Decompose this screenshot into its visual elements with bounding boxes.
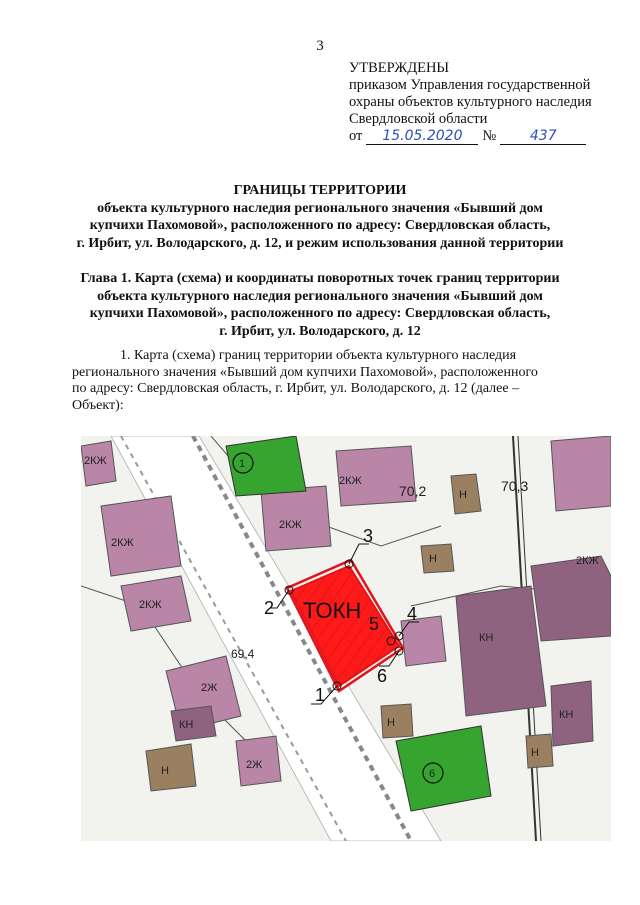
turning-point-label: 2 [264, 598, 275, 618]
turning-point-label: 5 [369, 614, 380, 634]
building-label: 2Ж [246, 759, 263, 771]
building-label: 2КЖ [576, 555, 599, 567]
heading-line: купчихи Пахомовой», расположенного по адресу: Свердловская область, [89, 306, 551, 321]
building-nonresidential [146, 744, 196, 791]
building-label: Н [429, 553, 437, 565]
building-green [226, 436, 306, 496]
territory-heading [40, 182, 600, 252]
object-label: ТОКН [303, 598, 362, 623]
chapter-heading [40, 270, 600, 340]
heading-line: г. Ирбит, ул. Володарского, д. 12 [219, 323, 421, 339]
paragraph-line: по адресу: Свердловская область, г. Ирбит, ул. Володарского, д. 12 (далее – [72, 381, 520, 396]
approval-line: приказом Управления государственной [349, 77, 591, 93]
heading-line: объекта культурного наследия регионального значения «Бывший дом [97, 288, 543, 304]
approval-line: охраны объектов культурного наследия [349, 94, 592, 110]
building-label: КН [179, 719, 194, 731]
building-label: КН [559, 709, 574, 721]
building-nonresidential [421, 544, 454, 573]
elevation-label: 70,3 [501, 478, 529, 494]
building-label: 2Ж [201, 682, 218, 694]
approval-block [349, 60, 619, 145]
building-label: КН [479, 632, 494, 644]
building-residential [456, 586, 546, 716]
building-label: 2КЖ [139, 599, 162, 611]
from-label: от [349, 128, 363, 144]
building-label: Н [459, 489, 467, 501]
green-marker-label: 1 [239, 458, 246, 470]
building-residential [531, 556, 611, 641]
page-number: 3 [316, 38, 324, 54]
approval-line: Свердловской области [349, 111, 488, 127]
turning-point-label: 6 [377, 666, 388, 686]
building-label: Н [161, 765, 169, 777]
approval-date-number [349, 128, 619, 145]
heading-line: Глава 1. Карта (схема) и координаты поворотных точек границ территории [80, 271, 560, 286]
building-residential [551, 436, 611, 511]
heading-line: г. Ирбит, ул. Володарского, д. 12, и режим использования данной территории [76, 235, 564, 251]
approval-date: 15.05.2020 [366, 129, 478, 145]
building-label: 2КЖ [339, 475, 362, 487]
paragraph-line: Объект): [72, 397, 124, 413]
building-nonresidential [381, 704, 413, 738]
heading-line: купчихи Пахомовой», расположенного по адресу: Свердловская область, [89, 218, 551, 233]
number-label: № [482, 128, 497, 144]
turning-point-label: 3 [363, 526, 374, 546]
building-green [396, 726, 491, 811]
building-label: Н [531, 747, 539, 759]
approval-title: УТВЕРЖДЕНЫ [349, 60, 450, 76]
turning-point-label: 4 [407, 604, 418, 624]
elevation-label: 69,4 [231, 647, 255, 661]
map-description-paragraph [72, 348, 610, 414]
paragraph-line: 1. Карта (схема) границ территории объекта культурного наследия [120, 348, 517, 363]
building-label: 2КЖ [279, 519, 302, 531]
map-canvas [81, 436, 611, 841]
boundary-map [81, 436, 611, 841]
building-label: Н [387, 717, 395, 729]
turning-point-label: 1 [315, 685, 326, 705]
building-label: 2КЖ [111, 537, 134, 549]
elevation-label: 70,2 [399, 483, 427, 499]
paragraph-line: регионального значения «Бывший дом купчихи Пахомовой», расположенного [72, 364, 538, 380]
heading-line: объекта культурного наследия регионального значения «Бывший дом [97, 200, 543, 216]
heading-line: ГРАНИЦЫ ТЕРРИТОРИИ [233, 183, 407, 198]
green-marker-label: 6 [429, 768, 436, 780]
building-label: 2КЖ [84, 455, 107, 467]
approval-number: 437 [500, 129, 586, 145]
building-residential [101, 496, 181, 576]
building-nonresidential [171, 706, 216, 741]
